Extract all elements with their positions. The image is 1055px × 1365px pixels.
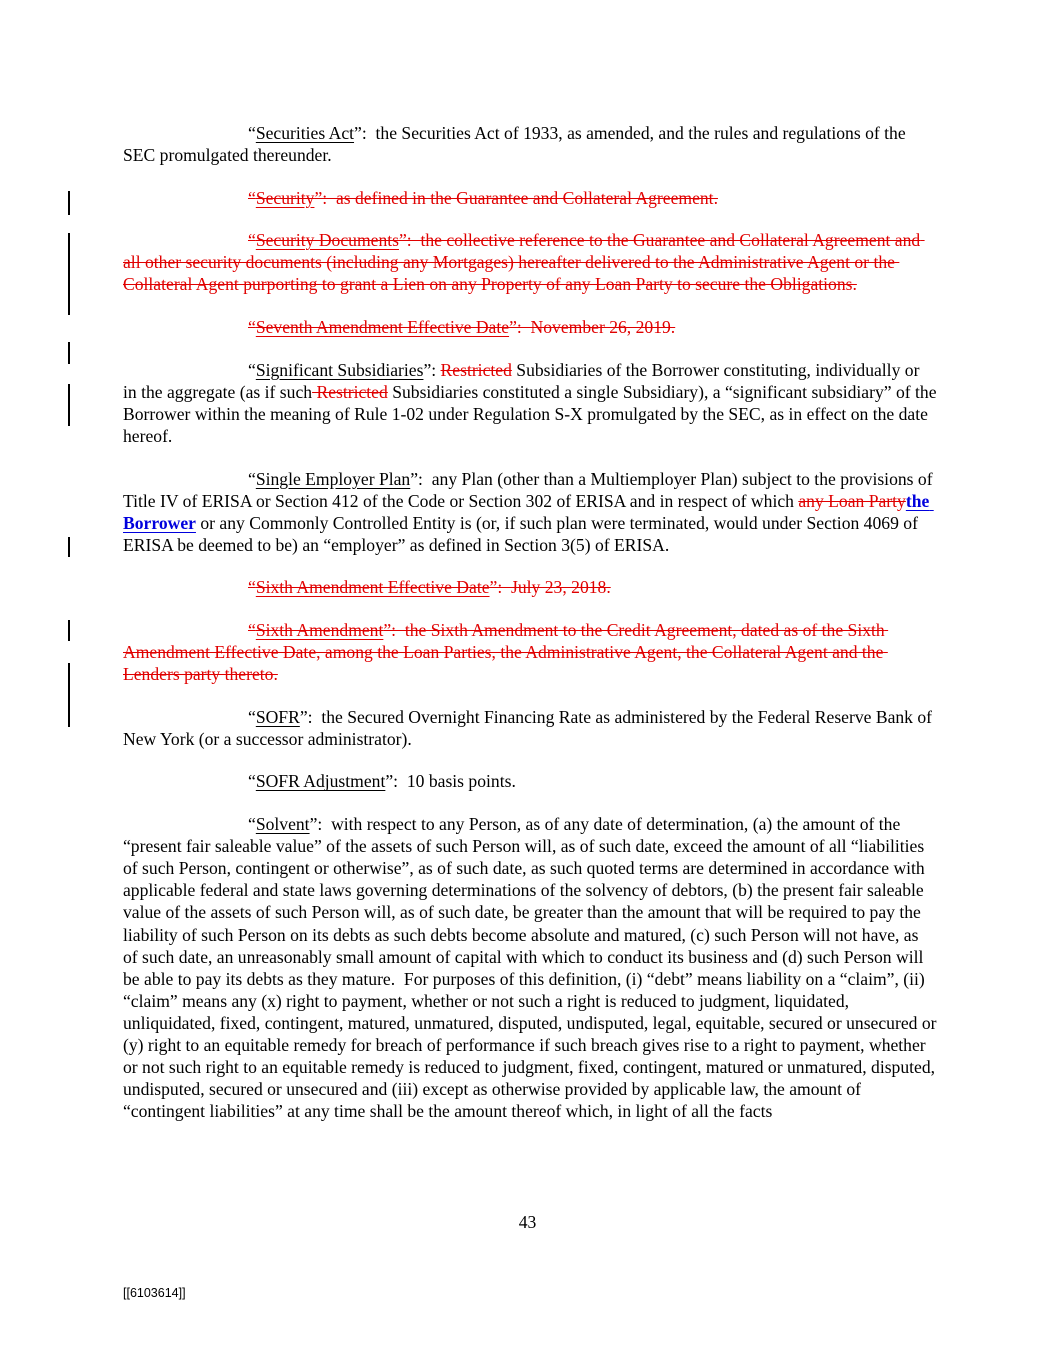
deleted-text: Restricted [440,359,512,380]
change-bar [68,233,70,315]
document-body [123,122,941,1143]
text-segment: ”: any Plan (other than a Multiemployer Plan) subject to the provisions of Title IV of ERISA or Section 412 of the Code or Section 302 of ERISA and in respect of which [123,468,937,511]
paragraph [123,122,937,166]
deleted-text: ”: the collective reference to the Guarantee and Collateral Agreement and all other security documents (including any Mortgages) hereafter delivered to the Administrative Agent or the Collateral Agent purporting to grant a Lien on any Property of any Loan Party to secure the Obligations. [123,230,925,295]
paragraph [123,619,937,685]
paragraph [123,468,937,556]
text-segment: ”: the Securities Act of 1933, as amended, and the rules and regulations of the SEC promulgated thereunder. [123,123,911,166]
text-segment: “ [248,468,256,489]
deleted-text: Sixth Amendment Effective Date [255,577,490,598]
deleted-text: ”: as defined in the Guarantee and Collateral Agreement. [314,187,718,208]
defined-term: SOFR Adjustment [255,771,386,792]
text-segment: “ [248,123,256,143]
deleted-text: Restricted [312,381,388,402]
text-segment: “ [248,771,256,792]
paragraph [123,770,937,792]
defined-term: Securities Act [255,123,355,143]
deleted-text: Sixth Amendment [255,620,384,640]
defined-term: Single Employer Plan [255,468,411,489]
change-bar [68,537,70,557]
change-bar [68,663,70,727]
deleted-text: Security Documents [255,230,399,251]
paragraph [123,706,937,750]
inserted-text: the Borrower [123,490,934,533]
defined-term: SOFR [255,706,300,727]
document-id-footer: [[6103614]] [123,1286,186,1300]
text-segment: “ [248,706,256,727]
deleted-text: “ [248,187,256,208]
deleted-text: “ [248,577,256,598]
deleted-text: “ [248,230,256,251]
text-segment: “ [248,359,256,380]
deleted-text: “ [248,620,256,640]
deleted-text: any Loan Party [798,490,906,511]
paragraph [123,229,937,295]
paragraph [123,316,937,338]
text-segment: Subsidiaries of the Borrower constituting, individually or in the aggregate (as if such [123,359,924,402]
text-segment: ”: 10 basis points. [385,771,516,792]
text-segment: ”: [423,359,441,380]
defined-term: Solvent [255,814,310,835]
change-bar [68,384,70,426]
text-segment: ”: the Secured Overnight Financing Rate as administered by the Federal Reserve Bank of New York (or a successor administrator). [123,706,937,749]
deleted-text: ”: the Sixth Amendment to the Credit Agreement, dated as of the Sixth Amendment Effective Date, among the Loan Parties, the Administrative Agent, the Collateral Agent and the Lenders party thereto. [123,620,889,685]
deleted-text: Security [255,187,315,208]
change-bar [68,620,70,641]
deleted-text: ”: July 23, 2018. [489,577,611,598]
text-segment: “ [248,814,256,835]
page-number: 43 [518,1212,537,1232]
change-bar [68,342,70,364]
text-segment: ”: with respect to any Person, as of any date of determination, (a) the amount of the “present fair saleable value” of the assets of such Person will, as of such date, exceed the amount of all “liabilities of such Person, contingent or otherwise”, as of such date, as such quoted terms are determined in accordance with applicable federal and state laws governing determinations of the solvency of debtors, (b) the present fair saleable value of the assets of such Person will, as of such date, be greater than the amount that will be required to pay the liability of such Person on its debts as such debts become absolute and matured, (c) such Person will not have, as of such date, an unreasonably small amount of capital with which to conduct its business and (d) such Person will be able to pay its debts as they mature. For purposes of this definition, (i) “debt” means liability on a “claim”, (ii) “claim” means any (x) right to payment, whether or not such a right is reduced to judgment, liquidated, unliquidated, fixed, contingent, matured, unmatured, disputed, undisputed, legal, equitable, secured or unsecured or (y) right to an equitable remedy for breach of performance if such breach gives rise to a right to payment, whether or not such right to an equitable remedy is reduced to judgment, fixed, contingent, matured or unmatured, disputed, undisputed, secured or unsecured and (iii) except as otherwise provided by applicable law, the amount of “contingent liabilities” at any time shall be the amount thereof which, in light of all the facts [123,814,941,1122]
deleted-text: “ [248,317,256,338]
defined-term: Significant Subsidiaries [255,359,424,380]
paragraph [123,359,941,447]
deleted-text: Seventh Amendment Effective Date [255,317,510,338]
paragraph [123,576,937,598]
change-bar [68,191,70,215]
paragraph [123,813,941,1122]
text-segment: or any Commonly Controlled Entity is (or, if such plan were terminated, would under Section 4069 of ERISA be deemed to be) an “employer” as defined in Section 3(5) of ERISA. [123,512,923,555]
text-segment: Subsidiaries constituted a single Subsidiary), a “significant subsidiary” of the Borrower within the meaning of Rule 1-02 under Regulation S-X promulgated by the SEC, as in effect on the date hereof. [123,381,941,446]
deleted-text: ”: November 26, 2019. [509,317,676,338]
paragraph [123,187,937,209]
